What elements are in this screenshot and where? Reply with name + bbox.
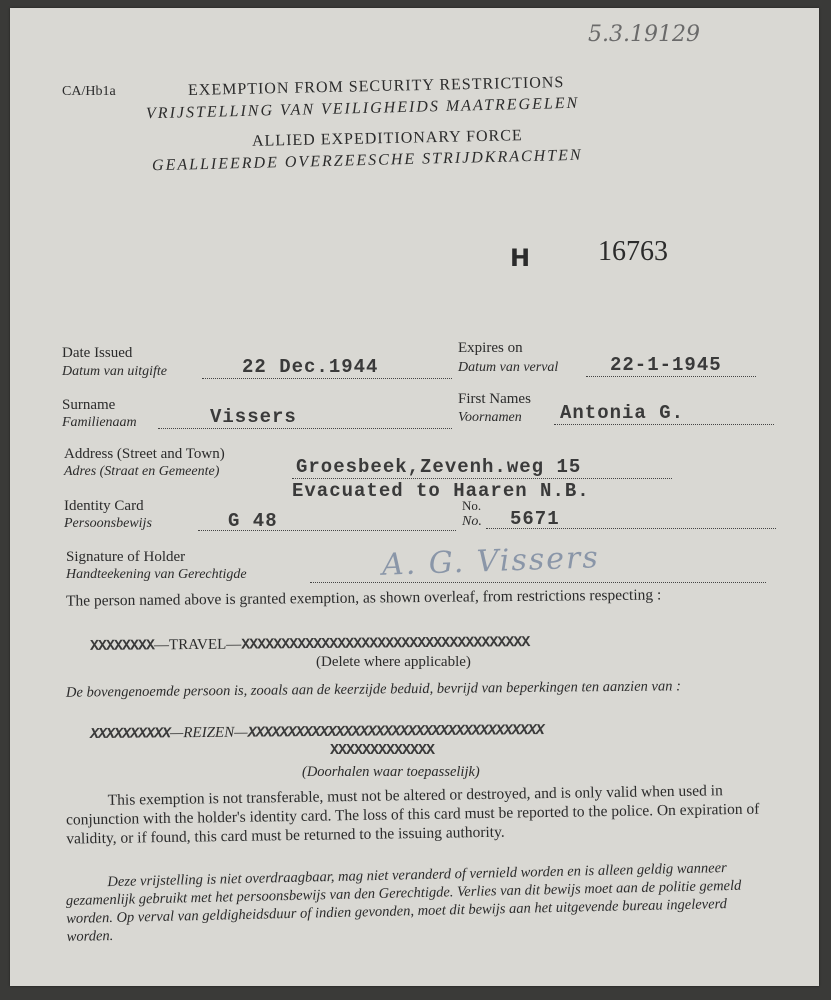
identity-card-label-nl: Persoonsbewijs <box>64 516 152 531</box>
number-value: 5671 <box>510 508 560 530</box>
expires-label-nl: Datum van verval <box>458 360 559 375</box>
serial-prefix: H <box>510 244 531 272</box>
travel-option: —TRAVEL— <box>153 636 242 654</box>
surname-value: Vissers <box>210 406 297 428</box>
holder-signature: A. G. Vissers <box>381 540 601 583</box>
date-issued-label-en: Date Issued <box>62 345 133 361</box>
address-label-nl: Adres (Straat en Gemeente) <box>64 464 220 479</box>
first-names-value: Antonia G. <box>560 402 685 424</box>
handwritten-reference: 5.3.19129 <box>588 22 700 47</box>
expires-value: 22-1-1945 <box>610 354 722 376</box>
exemption-options-en <box>90 634 529 655</box>
document-page <box>10 8 819 986</box>
title-en-2: ALLIED EXPEDITIONARY FORCE <box>251 127 523 150</box>
first-names-label-en: First Names <box>458 391 531 407</box>
title-nl-1: VRIJSTELLING VAN VEILIGHEIDS MAATREGELEN <box>145 94 580 123</box>
address-value-2: Evacuated to Haaren N.B. <box>292 480 590 502</box>
identity-card-value: G 48 <box>228 510 278 532</box>
exemption-text-en: The person named above is granted exemption, as shown overleaf, from restrictions respecting : <box>65 586 662 610</box>
form-code: CA/Hb1a <box>62 84 116 99</box>
serial-number: 16763 <box>598 236 668 267</box>
surname-label-nl: Familienaam <box>62 415 137 430</box>
number-label-nl: No. <box>462 514 482 529</box>
surname-label-en: Surname <box>62 397 116 413</box>
expires-label-en: Expires on <box>458 340 523 356</box>
reizen-option: —REIZEN— <box>169 724 248 742</box>
exemption-text-nl: De bovengenoemde persoon is, zooals aan de keerzijde beduid, bevrijd van beperkingen ten aanzien van : <box>65 678 681 701</box>
signature-label-nl: Handteekening van Gerechtigde <box>66 567 247 582</box>
signature-label-en: Signature of Holder <box>66 549 186 565</box>
identity-card-label-en: Identity Card <box>64 498 144 514</box>
title-nl-2: GEALLIEERDE OVERZEESCHE STRIJDKRACHTEN <box>151 146 583 175</box>
notice-text-nl: Deze vrijstelling is niet overdraagbaar, mag niet veranderd of vernield worden en is alleen geldig wanneer gezamenlijk gebruikt met het persoonsbewijs van den Gerechtigde. Verlies van dit bewijs moet aan de politie gemeld worden. Op verval van geldigheidsduur of indien gevonden, moet dit bewijs aan het uitgevende bureau ingeleverd worden. <box>65 860 742 946</box>
struck-options-line2-nl: XXXXXXXXXXXXX <box>330 742 435 759</box>
exemption-options-nl <box>90 722 544 743</box>
struck-options-left-nl: XXXXXXXXXX <box>89 725 171 743</box>
delete-note-en: (Delete where applicable) <box>316 654 471 670</box>
address-label-en: Address (Street and Town) <box>64 446 225 462</box>
date-issued-label-nl: Datum van uitgifte <box>62 364 167 379</box>
notice-text-en: This exemption is not transferable, must not be altered or destroyed, and is only valid when used in conjunction with the holder's identity card. The loss of this card must be reported to the police. On expiration of validity, or if found, this card must be returned to the issuing authority. <box>65 782 760 848</box>
first-names-label-nl: Voornamen <box>458 410 522 425</box>
number-label-en: No. <box>462 498 482 513</box>
struck-options-left-en: XXXXXXXX <box>89 637 155 655</box>
title-en-1: EXEMPTION FROM SECURITY RESTRICTIONS <box>187 74 565 99</box>
struck-options-right-en: XXXXXXXXXXXXXXXXXXXXXXXXXXXXXXXXXXXX <box>241 634 530 654</box>
address-value-1: Groesbeek,Zevenh.weg 15 <box>296 456 582 478</box>
date-issued-value: 22 Dec.1944 <box>242 356 379 378</box>
delete-note-nl: (Doorhalen waar toepasselijk) <box>302 764 480 780</box>
struck-options-right-nl: XXXXXXXXXXXXXXXXXXXXXXXXXXXXXXXXXXXXX <box>247 722 544 742</box>
